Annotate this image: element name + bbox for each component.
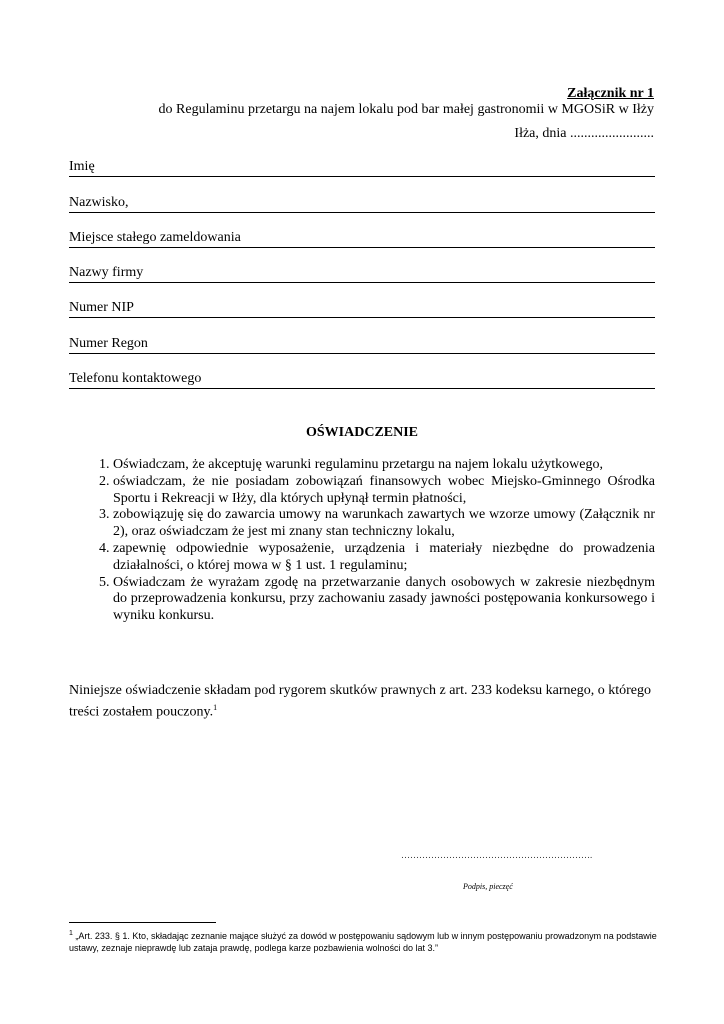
declaration-item: 4. zapewnię odpowiednie wyposażenie, urządzenia i materiały niezbędne do prowadzenia działalności, o której mowa w § 1 ust. 1 regulaminu; xyxy=(113,541,655,575)
field-label: Telefonu kontaktowego xyxy=(69,371,202,386)
field-label: Miejsce stałego zameldowania xyxy=(69,230,241,245)
declaration-item: 2. oświadczam, że nie posiadam zobowiązań finansowych wobec Miejsko-Gminnego Ośrodka Sportu i Rekreacji w Iłży, dla których upłynął termin płatności, xyxy=(113,474,655,508)
closing-text: Niniejsze oświadczenie składam pod rygorem skutków prawnych z art. 233 kodeksu karnego, o którego treści zostałem pouczony. xyxy=(69,683,652,720)
place-date: Iłża, dnia ........................ xyxy=(514,126,654,141)
footnote-number: 1 xyxy=(69,930,73,937)
footnote-divider xyxy=(69,922,216,923)
declaration-list xyxy=(69,457,655,625)
field-nip[interactable] xyxy=(69,300,655,318)
footnote-reference: 1 xyxy=(213,703,218,712)
declaration-heading: OŚWIADCZENIE xyxy=(305,425,419,440)
field-label: Imię xyxy=(69,159,95,174)
field-residence[interactable] xyxy=(69,230,655,248)
field-company-name[interactable] xyxy=(69,265,655,283)
closing-statement xyxy=(69,682,655,721)
declaration-item: 5. Oświadczam że wyrażam zgodę na przetwarzanie danych osobowych w zakresie niezbędnym do przeprowadzenia konkursu, przy zachowaniu zasady jawności postępowania konkursowego i wyniku konkursu. xyxy=(113,575,655,625)
field-label: Nazwy firmy xyxy=(69,265,144,280)
field-label: Nazwisko, xyxy=(69,195,129,210)
footnote-text: „Art. 233. § 1. Kto, składając zeznanie mające służyć za dowód w postępowaniu sądowym lub w innym postępowaniu prowadzonym na podstawie ustawy, zeznaje nieprawdę lub zataja prawdę, podlega karze pozbawienia wolności do lat 3.” xyxy=(69,931,657,953)
field-last-name[interactable] xyxy=(69,195,655,213)
footnote xyxy=(69,928,659,954)
field-phone[interactable] xyxy=(69,371,655,389)
declaration-item: 1. Oświadczam, że akceptuję warunki regulaminu przetargu na najem lokalu użytkowego, xyxy=(113,457,655,474)
attachment-subtitle: do Regulaminu przetargu na najem lokalu pod bar małej gastronomii w MGOSiR w Iłży xyxy=(158,102,654,117)
field-label: Numer NIP xyxy=(69,300,134,315)
signature-label: Podpis, pieczęć xyxy=(463,882,513,891)
field-label: Numer Regon xyxy=(69,336,148,351)
signature-line: ………………………………………………………. xyxy=(401,850,593,860)
field-first-name[interactable] xyxy=(69,159,655,177)
declaration-item: 3. zobowiązuję się do zawarcia umowy na warunkach zawartych we wzorze umowy (Załącznik nr 2), oraz oświadczam że jest mi znany stan techniczny lokalu, xyxy=(113,507,655,541)
attachment-title: Załącznik nr 1 xyxy=(567,86,654,101)
field-regon[interactable] xyxy=(69,336,655,354)
